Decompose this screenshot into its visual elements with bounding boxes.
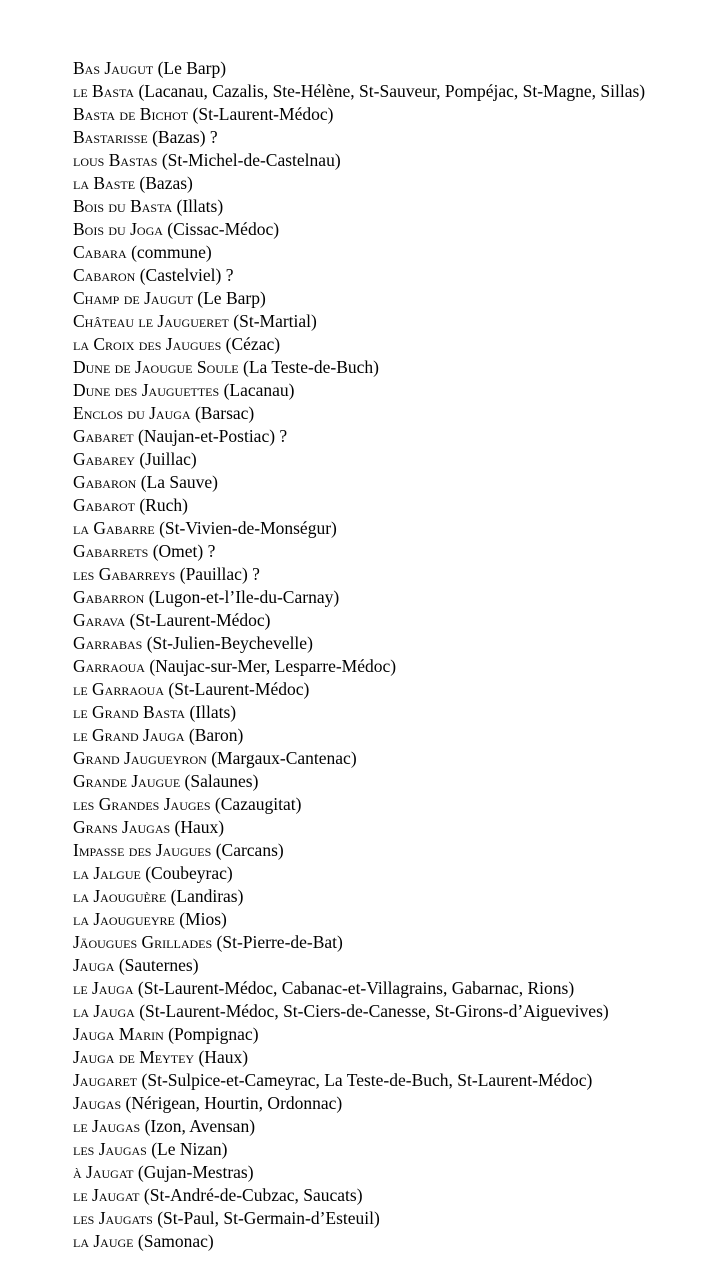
place-name: Dune des Jauguettes: [73, 380, 220, 400]
list-item: [73, 1138, 720, 1161]
list-item: [73, 1230, 720, 1253]
place-name: Jauga Marin: [73, 1024, 164, 1044]
place-name: Gabaret: [73, 426, 134, 446]
place-name: Grand Jaugueyron: [73, 748, 207, 768]
commune-list: (St-Paul, St-Germain-d’Esteuil): [152, 1208, 380, 1228]
commune-list: (St-Michel-de-Castelnau): [157, 150, 341, 170]
place-name: la Jalgue: [73, 863, 141, 883]
list-item: [73, 149, 720, 172]
commune-list: (Landiras): [166, 886, 244, 906]
list-item: [73, 770, 720, 793]
commune-list: (Lacanau, Cazalis, Ste-Hélène, St-Sauveur, Pompéjac, St-Magne, Sillas): [134, 81, 646, 101]
place-name: la Croix des Jaugues: [73, 334, 222, 354]
place-name: Cabara: [73, 242, 127, 262]
list-item: [73, 1023, 720, 1046]
commune-list: (Bazas) ?: [147, 127, 218, 147]
commune-list: (Margaux-Cantenac): [206, 748, 357, 768]
list-item: [73, 701, 720, 724]
place-name-list: [73, 57, 720, 1253]
list-item: [73, 494, 720, 517]
place-name: Jäougues Grillades: [73, 932, 213, 952]
list-item: [73, 517, 720, 540]
commune-list: (Samonac): [133, 1231, 214, 1251]
list-item: [73, 839, 720, 862]
list-item: [73, 724, 720, 747]
list-item: [73, 793, 720, 816]
commune-list: (Naujan-et-Postiac) ?: [133, 426, 288, 446]
list-item: [73, 356, 720, 379]
list-item: [73, 218, 720, 241]
commune-list: (St-Julien-Beychevelle): [142, 633, 313, 653]
commune-list: (Nérigean, Hourtin, Ordonnac): [121, 1093, 343, 1113]
list-item: [73, 402, 720, 425]
place-name: Garava: [73, 610, 126, 630]
list-item: [73, 885, 720, 908]
place-name: Impasse des Jaugues: [73, 840, 212, 860]
list-item: [73, 172, 720, 195]
place-name: le Grand Basta: [73, 702, 186, 722]
place-name: Bas Jaugut: [73, 58, 154, 78]
commune-list: (Le Nizan): [146, 1139, 228, 1159]
commune-list: (Le Barp): [192, 288, 266, 308]
list-item: [73, 678, 720, 701]
commune-list: (Haux): [170, 817, 225, 837]
commune-list: (Cissac-Médoc): [162, 219, 280, 239]
list-item: [73, 1000, 720, 1023]
list-item: [73, 448, 720, 471]
list-item: [73, 471, 720, 494]
place-name: les Jaugats: [73, 1208, 153, 1228]
commune-list: (St-Laurent-Médoc): [188, 104, 334, 124]
place-name: les Gabarreys: [73, 564, 176, 584]
list-item: [73, 310, 720, 333]
commune-list: (La Teste-de-Buch): [238, 357, 379, 377]
commune-list: (Carcans): [211, 840, 284, 860]
place-name: le Garraoua: [73, 679, 165, 699]
place-name: la Jaouguère: [73, 886, 167, 906]
list-item: [73, 816, 720, 839]
list-item: [73, 1069, 720, 1092]
list-item: [73, 609, 720, 632]
commune-list: (Illats): [172, 196, 224, 216]
list-item: [73, 1115, 720, 1138]
list-item: [73, 1161, 720, 1184]
place-name: les Grandes Jauges: [73, 794, 211, 814]
commune-list: (Cazaugitat): [210, 794, 302, 814]
commune-list: (St-Laurent-Médoc): [125, 610, 271, 630]
place-name: Château le Jaugueret: [73, 311, 229, 331]
place-name: les Jaugas: [73, 1139, 147, 1159]
commune-list: (St-Vivien-de-Monségur): [154, 518, 337, 538]
place-name: Champ de Jaugut: [73, 288, 193, 308]
commune-list: (Haux): [194, 1047, 249, 1067]
place-name: Grans Jaugas: [73, 817, 171, 837]
commune-list: (Lacanau): [219, 380, 295, 400]
list-item: [73, 287, 720, 310]
commune-list: (Castelviel) ?: [135, 265, 234, 285]
list-item: [73, 655, 720, 678]
place-name: la Gabarre: [73, 518, 155, 538]
place-name: Cabaron: [73, 265, 136, 285]
place-name: le Jaugas: [73, 1116, 141, 1136]
list-item: [73, 80, 720, 103]
commune-list: (Naujac-sur-Mer, Lesparre-Médoc): [144, 656, 397, 676]
commune-list: (Gujan-Mestras): [133, 1162, 254, 1182]
commune-list: (La Sauve): [136, 472, 218, 492]
place-name: Dune de Jaougue Soule: [73, 357, 239, 377]
list-item: [73, 103, 720, 126]
commune-list: (St-Sulpice-et-Cameyrac, La Teste-de-Buch, St-Laurent-Médoc): [137, 1070, 593, 1090]
list-item: [73, 333, 720, 356]
commune-list: (Salaunes): [180, 771, 259, 791]
place-name: le Jauga: [73, 978, 134, 998]
commune-list: (St-Laurent-Médoc, St-Ciers-de-Canesse, St-Girons-d’Aiguevives): [134, 1001, 609, 1021]
commune-list: (Izon, Avensan): [140, 1116, 256, 1136]
place-name: Bastarisse: [73, 127, 148, 147]
list-item: [73, 954, 720, 977]
place-name: Basta de Bichot: [73, 104, 189, 124]
list-item: [73, 977, 720, 1000]
commune-list: (Ruch): [134, 495, 188, 515]
commune-list: (Omet) ?: [148, 541, 216, 561]
commune-list: (St-Laurent-Médoc): [164, 679, 310, 699]
place-name: Gabarron: [73, 587, 145, 607]
place-name: le Basta: [73, 81, 135, 101]
place-name: la Jauge: [73, 1231, 134, 1251]
commune-list: (Coubeyrac): [140, 863, 233, 883]
commune-list: (commune): [126, 242, 212, 262]
list-item: [73, 379, 720, 402]
place-name: Gabarrets: [73, 541, 149, 561]
list-item: [73, 425, 720, 448]
place-name: Garraoua: [73, 656, 145, 676]
commune-list: (Pompignac): [163, 1024, 259, 1044]
list-item: [73, 1092, 720, 1115]
place-name: le Jaugat: [73, 1185, 140, 1205]
list-item: [73, 1184, 720, 1207]
list-item: [73, 862, 720, 885]
list-item: [73, 908, 720, 931]
place-name: à Jaugat: [73, 1162, 134, 1182]
place-name: Grande Jaugue: [73, 771, 181, 791]
commune-list: (St-André-de-Cubzac, Saucats): [139, 1185, 363, 1205]
commune-list: (Mios): [174, 909, 227, 929]
commune-list: (Juillac): [134, 449, 197, 469]
commune-list: (Sauternes): [114, 955, 199, 975]
place-name: le Grand Jauga: [73, 725, 185, 745]
list-item: [73, 747, 720, 770]
commune-list: (Barsac): [190, 403, 255, 423]
commune-list: (St-Pierre-de-Bat): [212, 932, 343, 952]
place-name: Jaugaret: [73, 1070, 138, 1090]
place-name: Jauga de Meytey: [73, 1047, 195, 1067]
place-name: la Jaougueyre: [73, 909, 175, 929]
list-item: [73, 540, 720, 563]
place-name: la Baste: [73, 173, 136, 193]
list-item: [73, 264, 720, 287]
commune-list: (Cézac): [221, 334, 281, 354]
list-item: [73, 1046, 720, 1069]
place-name: lous Bastas: [73, 150, 158, 170]
place-name: la Jauga: [73, 1001, 135, 1021]
commune-list: (St-Martial): [228, 311, 317, 331]
place-name: Gabarot: [73, 495, 135, 515]
commune-list: (Bazas): [135, 173, 193, 193]
list-item: [73, 126, 720, 149]
place-name: Jaugas: [73, 1093, 122, 1113]
commune-list: (Pauillac) ?: [175, 564, 260, 584]
list-item: [73, 57, 720, 80]
commune-list: (Le Barp): [153, 58, 227, 78]
place-name: Garrabas: [73, 633, 143, 653]
place-name: Gabaron: [73, 472, 137, 492]
list-item: [73, 563, 720, 586]
list-item: [73, 195, 720, 218]
commune-list: (Lugon-et-l’Ile-du-Carnay): [144, 587, 340, 607]
place-name: Gabarey: [73, 449, 135, 469]
commune-list: (Baron): [184, 725, 244, 745]
place-name: Jauga: [73, 955, 115, 975]
commune-list: (St-Laurent-Médoc, Cabanac-et-Villagrains, Gabarnac, Rions): [133, 978, 575, 998]
list-item: [73, 931, 720, 954]
place-name: Bois du Basta: [73, 196, 173, 216]
list-item: [73, 586, 720, 609]
list-item: [73, 1207, 720, 1230]
list-item: [73, 241, 720, 264]
list-item: [73, 632, 720, 655]
place-name: Enclos du Jauga: [73, 403, 191, 423]
commune-list: (Illats): [185, 702, 237, 722]
place-name: Bois du Joga: [73, 219, 163, 239]
